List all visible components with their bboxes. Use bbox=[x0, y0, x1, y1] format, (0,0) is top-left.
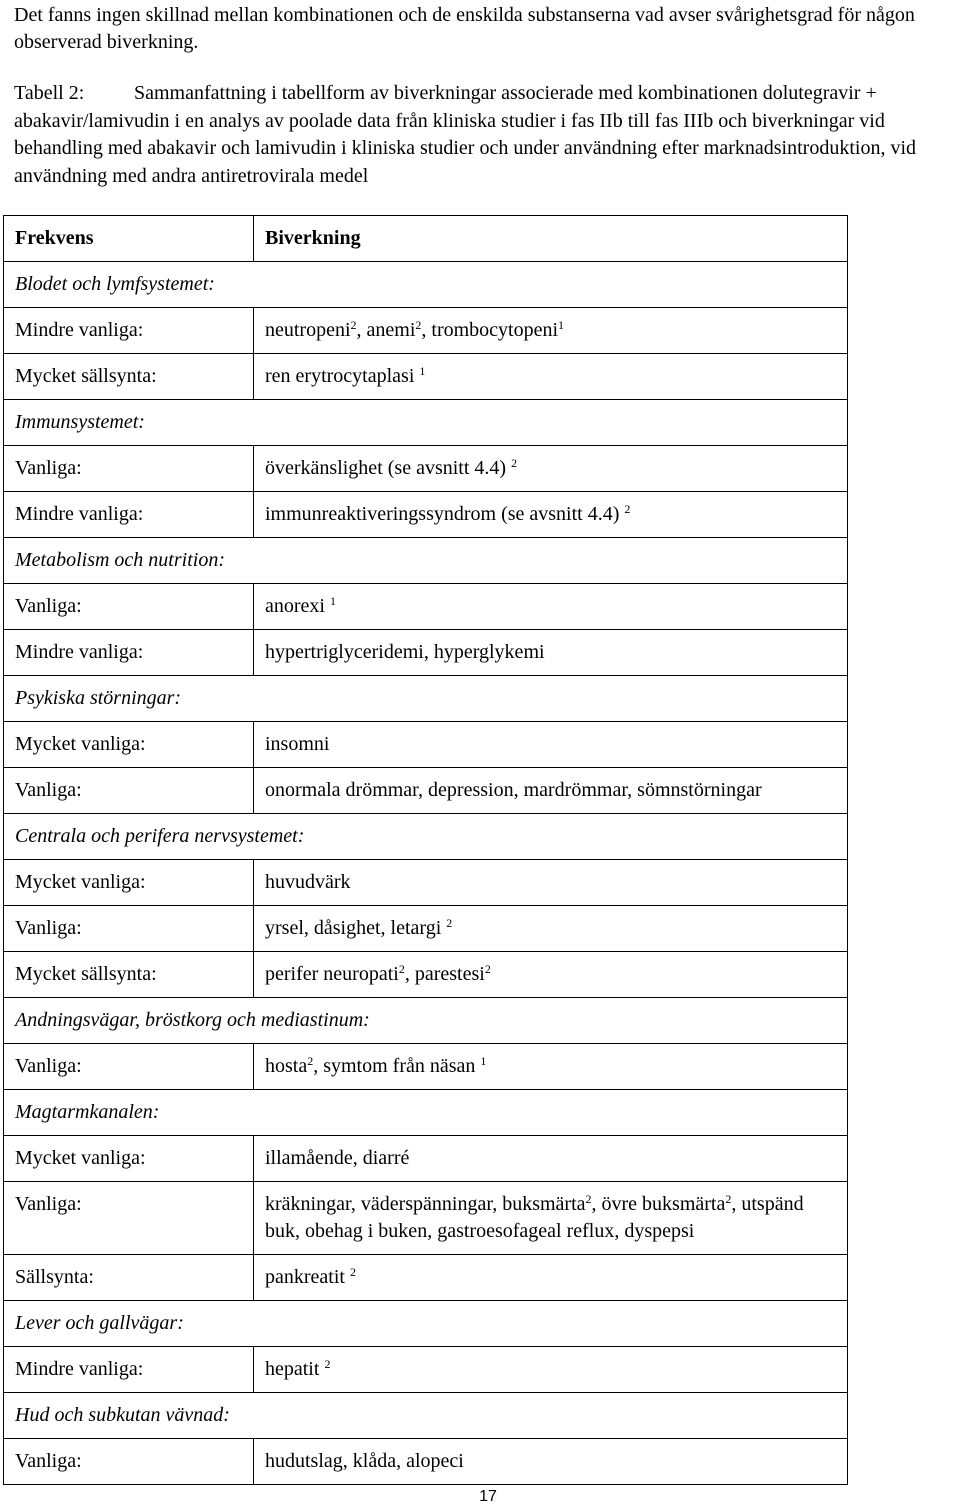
system-organ-class-row bbox=[4, 538, 848, 584]
reaction-text: , utspänd buk, obehag i buken, gastroesofageal reflux, dyspepsi bbox=[265, 1193, 804, 1242]
adverse-reaction-row bbox=[4, 1255, 848, 1301]
footnote-marker: 2 bbox=[511, 456, 518, 470]
reaction-cell bbox=[254, 1182, 848, 1255]
reaction-cell bbox=[254, 906, 848, 952]
reaction-text: huvudvärk bbox=[265, 871, 351, 893]
reaction-text: hypertriglyceridemi, hyperglykemi bbox=[265, 641, 545, 663]
reaction-cell bbox=[254, 1255, 848, 1301]
reaction-text: kräkningar, väderspänningar, buksmärta bbox=[265, 1193, 586, 1215]
footnote-marker: 2 bbox=[585, 1192, 592, 1206]
adverse-reaction-row bbox=[4, 952, 848, 998]
reaction-text: pankreatit bbox=[265, 1266, 350, 1288]
system-organ-class-label: Metabolism och nutrition: bbox=[4, 538, 848, 584]
reaction-cell bbox=[254, 1044, 848, 1090]
system-organ-class-row bbox=[4, 1090, 848, 1136]
adverse-reaction-row bbox=[4, 354, 848, 400]
frequency-cell: Vanliga: bbox=[4, 1439, 254, 1485]
reaction-text: neutropeni bbox=[265, 319, 351, 341]
system-organ-class-row bbox=[4, 676, 848, 722]
frequency-cell: Vanliga: bbox=[4, 446, 254, 492]
frequency-cell: Mindre vanliga: bbox=[4, 630, 254, 676]
system-organ-class-row bbox=[4, 1301, 848, 1347]
reaction-text: , anemi bbox=[356, 319, 416, 341]
system-organ-class-label: Lever och gallvägar: bbox=[4, 1301, 848, 1347]
reaction-text: hudutslag, klåda, alopeci bbox=[265, 1450, 464, 1472]
footnote-marker: 1 bbox=[419, 364, 426, 378]
reaction-text: , övre buksmärta bbox=[591, 1193, 726, 1215]
footnote-marker: 1 bbox=[480, 1054, 487, 1068]
frequency-cell: Vanliga: bbox=[4, 1182, 254, 1255]
reaction-cell bbox=[254, 492, 848, 538]
system-organ-class-label: Magtarmkanalen: bbox=[4, 1090, 848, 1136]
system-organ-class-row bbox=[4, 262, 848, 308]
adverse-reaction-row bbox=[4, 1347, 848, 1393]
frequency-cell: Vanliga: bbox=[4, 1044, 254, 1090]
adverse-reaction-row bbox=[4, 1136, 848, 1182]
reaction-text: illamående, diarré bbox=[265, 1147, 410, 1169]
frequency-cell: Sällsynta: bbox=[4, 1255, 254, 1301]
reaction-text: , trombocytopeni bbox=[421, 319, 559, 341]
adverse-reaction-row bbox=[4, 492, 848, 538]
footnote-marker: 1 bbox=[558, 318, 565, 332]
table-caption-text: Sammanfattning i tabellform av biverkningar associerade med kombinationen dolutegravir + abakavir/lamivudin i en analys av poolade data från kliniska studier i fas IIb till fas IIIb och biverkningar vid behandling med abakavir och lamivudin i kliniska studier och under användning efter marknadsintroduktion, vid användning med andra antiretrovirala medel bbox=[14, 82, 917, 187]
adverse-reaction-row bbox=[4, 860, 848, 906]
system-organ-class-row bbox=[4, 998, 848, 1044]
footnote-marker: 2 bbox=[484, 962, 491, 976]
footnote-marker: 2 bbox=[398, 962, 405, 976]
reaction-cell bbox=[254, 722, 848, 768]
adverse-reaction-row bbox=[4, 308, 848, 354]
header-reaction: Biverkning bbox=[254, 216, 848, 262]
footnote-marker: 2 bbox=[446, 916, 453, 930]
frequency-cell: Vanliga: bbox=[4, 906, 254, 952]
system-organ-class-label: Andningsvägar, bröstkorg och mediastinum: bbox=[4, 998, 848, 1044]
header-frequency: Frekvens bbox=[4, 216, 254, 262]
system-organ-class-label: Centrala och perifera nervsystemet: bbox=[4, 814, 848, 860]
adverse-reactions-table-body bbox=[4, 216, 848, 1485]
reaction-cell bbox=[254, 584, 848, 630]
reaction-text: onormala drömmar, depression, mardrömmar, sömnstörningar bbox=[265, 779, 762, 801]
frequency-cell: Mycket sällsynta: bbox=[4, 952, 254, 998]
reaction-cell bbox=[254, 446, 848, 492]
adverse-reaction-row bbox=[4, 768, 848, 814]
footnote-marker: 2 bbox=[415, 318, 422, 332]
reaction-text: insomni bbox=[265, 733, 330, 755]
adverse-reaction-row bbox=[4, 722, 848, 768]
table-caption bbox=[14, 80, 958, 190]
adverse-reaction-row bbox=[4, 1439, 848, 1485]
adverse-reaction-row bbox=[4, 1182, 848, 1255]
footnote-marker: 2 bbox=[725, 1192, 732, 1206]
reaction-cell bbox=[254, 860, 848, 906]
adverse-reactions-table bbox=[3, 215, 848, 1485]
frequency-cell: Mycket vanliga: bbox=[4, 1136, 254, 1182]
reaction-text: ren erytrocytaplasi bbox=[265, 365, 420, 387]
reaction-cell bbox=[254, 630, 848, 676]
system-organ-class-row bbox=[4, 814, 848, 860]
frequency-cell: Vanliga: bbox=[4, 768, 254, 814]
system-organ-class-row bbox=[4, 1393, 848, 1439]
reaction-text: hosta bbox=[265, 1055, 308, 1077]
adverse-reaction-row bbox=[4, 446, 848, 492]
system-organ-class-row bbox=[4, 400, 848, 446]
table-caption-label: Tabell 2: bbox=[14, 82, 85, 104]
footnote-marker: 2 bbox=[324, 1357, 331, 1371]
reaction-text: hepatit bbox=[265, 1358, 325, 1380]
system-organ-class-label: Immunsystemet: bbox=[4, 400, 848, 446]
page-number: 17 bbox=[479, 1488, 497, 1505]
reaction-text: anorexi bbox=[265, 595, 330, 617]
intro-paragraph: Det fanns ingen skillnad mellan kombinationen och de enskilda substanserna vad avser svårighetsgrad för någon observerad biverkning. bbox=[14, 4, 915, 53]
reaction-cell bbox=[254, 308, 848, 354]
frequency-cell: Mindre vanliga: bbox=[4, 492, 254, 538]
frequency-cell: Mycket vanliga: bbox=[4, 860, 254, 906]
footnote-marker: 2 bbox=[624, 502, 631, 516]
system-organ-class-label: Hud och subkutan vävnad: bbox=[4, 1393, 848, 1439]
footnote-marker: 1 bbox=[329, 594, 336, 608]
adverse-reaction-row bbox=[4, 1044, 848, 1090]
reaction-text: , parestesi bbox=[404, 963, 485, 985]
footnote-marker: 2 bbox=[349, 1265, 356, 1279]
footnote-marker: 2 bbox=[350, 318, 357, 332]
reaction-text: yrsel, dåsighet, letargi bbox=[265, 917, 447, 939]
reaction-cell bbox=[254, 952, 848, 998]
system-organ-class-label: Blodet och lymfsystemet: bbox=[4, 262, 848, 308]
reaction-text: immunreaktiveringssyndrom (se avsnitt 4.4) bbox=[265, 503, 625, 525]
reaction-cell bbox=[254, 354, 848, 400]
frequency-cell: Mindre vanliga: bbox=[4, 1347, 254, 1393]
reaction-cell bbox=[254, 1347, 848, 1393]
frequency-cell: Mindre vanliga: bbox=[4, 308, 254, 354]
reaction-text: överkänslighet (se avsnitt 4.4) bbox=[265, 457, 512, 479]
footnote-marker: 2 bbox=[307, 1054, 314, 1068]
frequency-cell: Mycket vanliga: bbox=[4, 722, 254, 768]
reaction-cell bbox=[254, 1439, 848, 1485]
reaction-cell bbox=[254, 768, 848, 814]
frequency-cell: Vanliga: bbox=[4, 584, 254, 630]
reaction-text: , symtom från näsan bbox=[313, 1055, 481, 1077]
system-organ-class-label: Psykiska störningar: bbox=[4, 676, 848, 722]
adverse-reaction-row bbox=[4, 630, 848, 676]
reaction-text: perifer neuropati bbox=[265, 963, 399, 985]
reaction-cell bbox=[254, 1136, 848, 1182]
adverse-reaction-row bbox=[4, 584, 848, 630]
frequency-cell: Mycket sällsynta: bbox=[4, 354, 254, 400]
table-header-row bbox=[4, 216, 848, 262]
adverse-reaction-row bbox=[4, 906, 848, 952]
